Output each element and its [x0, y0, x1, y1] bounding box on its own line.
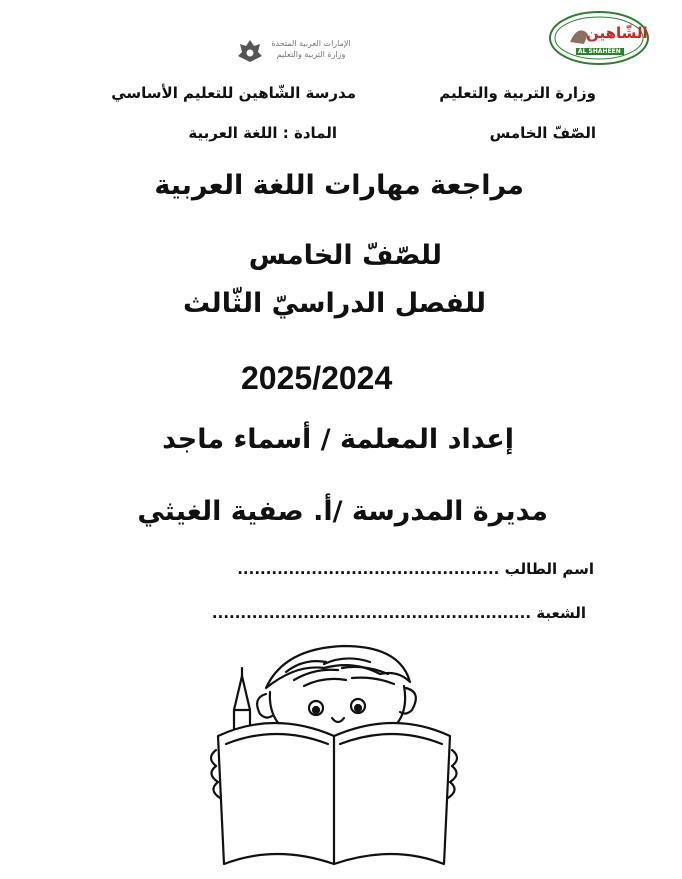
logo-en-text: AL SHAHEEN	[578, 48, 621, 55]
section-dots: ........................................................	[211, 604, 532, 622]
title-line-3: للفصل الدراسيّ الثّالث	[182, 288, 486, 319]
student-name-field[interactable]	[237, 560, 594, 578]
academic-year: 2025/2024	[241, 360, 393, 396]
grade-label: الصّفّ الخامس	[489, 124, 596, 142]
school-name: مدرسة الشّاهين للتعليم الأساسي	[111, 84, 356, 102]
logo-text: الشّاهين	[586, 24, 648, 42]
subject-label: المادة : اللغة العربية	[188, 124, 337, 142]
title-line-2: للصّفّ الخامس	[248, 240, 442, 271]
student-name-label: اسم الطالب	[504, 560, 594, 578]
reading-boy-illustration	[204, 640, 464, 875]
section-field[interactable]	[212, 604, 586, 622]
section-label: الشعبة	[536, 604, 586, 622]
emblem-caption-1: الإمارات العربية المتحدة	[271, 39, 351, 48]
ministry-name: وزارة التربية والتعليم	[439, 84, 596, 102]
emblem-caption-2: وزارة التربية والتعليم	[276, 50, 346, 59]
prepared-by: إعداد المعلمة / أسماء ماجد	[162, 424, 514, 455]
school-logo	[548, 10, 650, 66]
student-name-dots: ..............................................	[237, 560, 500, 578]
principal-name: مديرة المدرسة /أ. صفية الغيثي	[137, 496, 548, 527]
uae-emblem-icon	[238, 38, 262, 64]
title-line-1: مراجعة مهارات اللغة العربية	[154, 170, 524, 201]
